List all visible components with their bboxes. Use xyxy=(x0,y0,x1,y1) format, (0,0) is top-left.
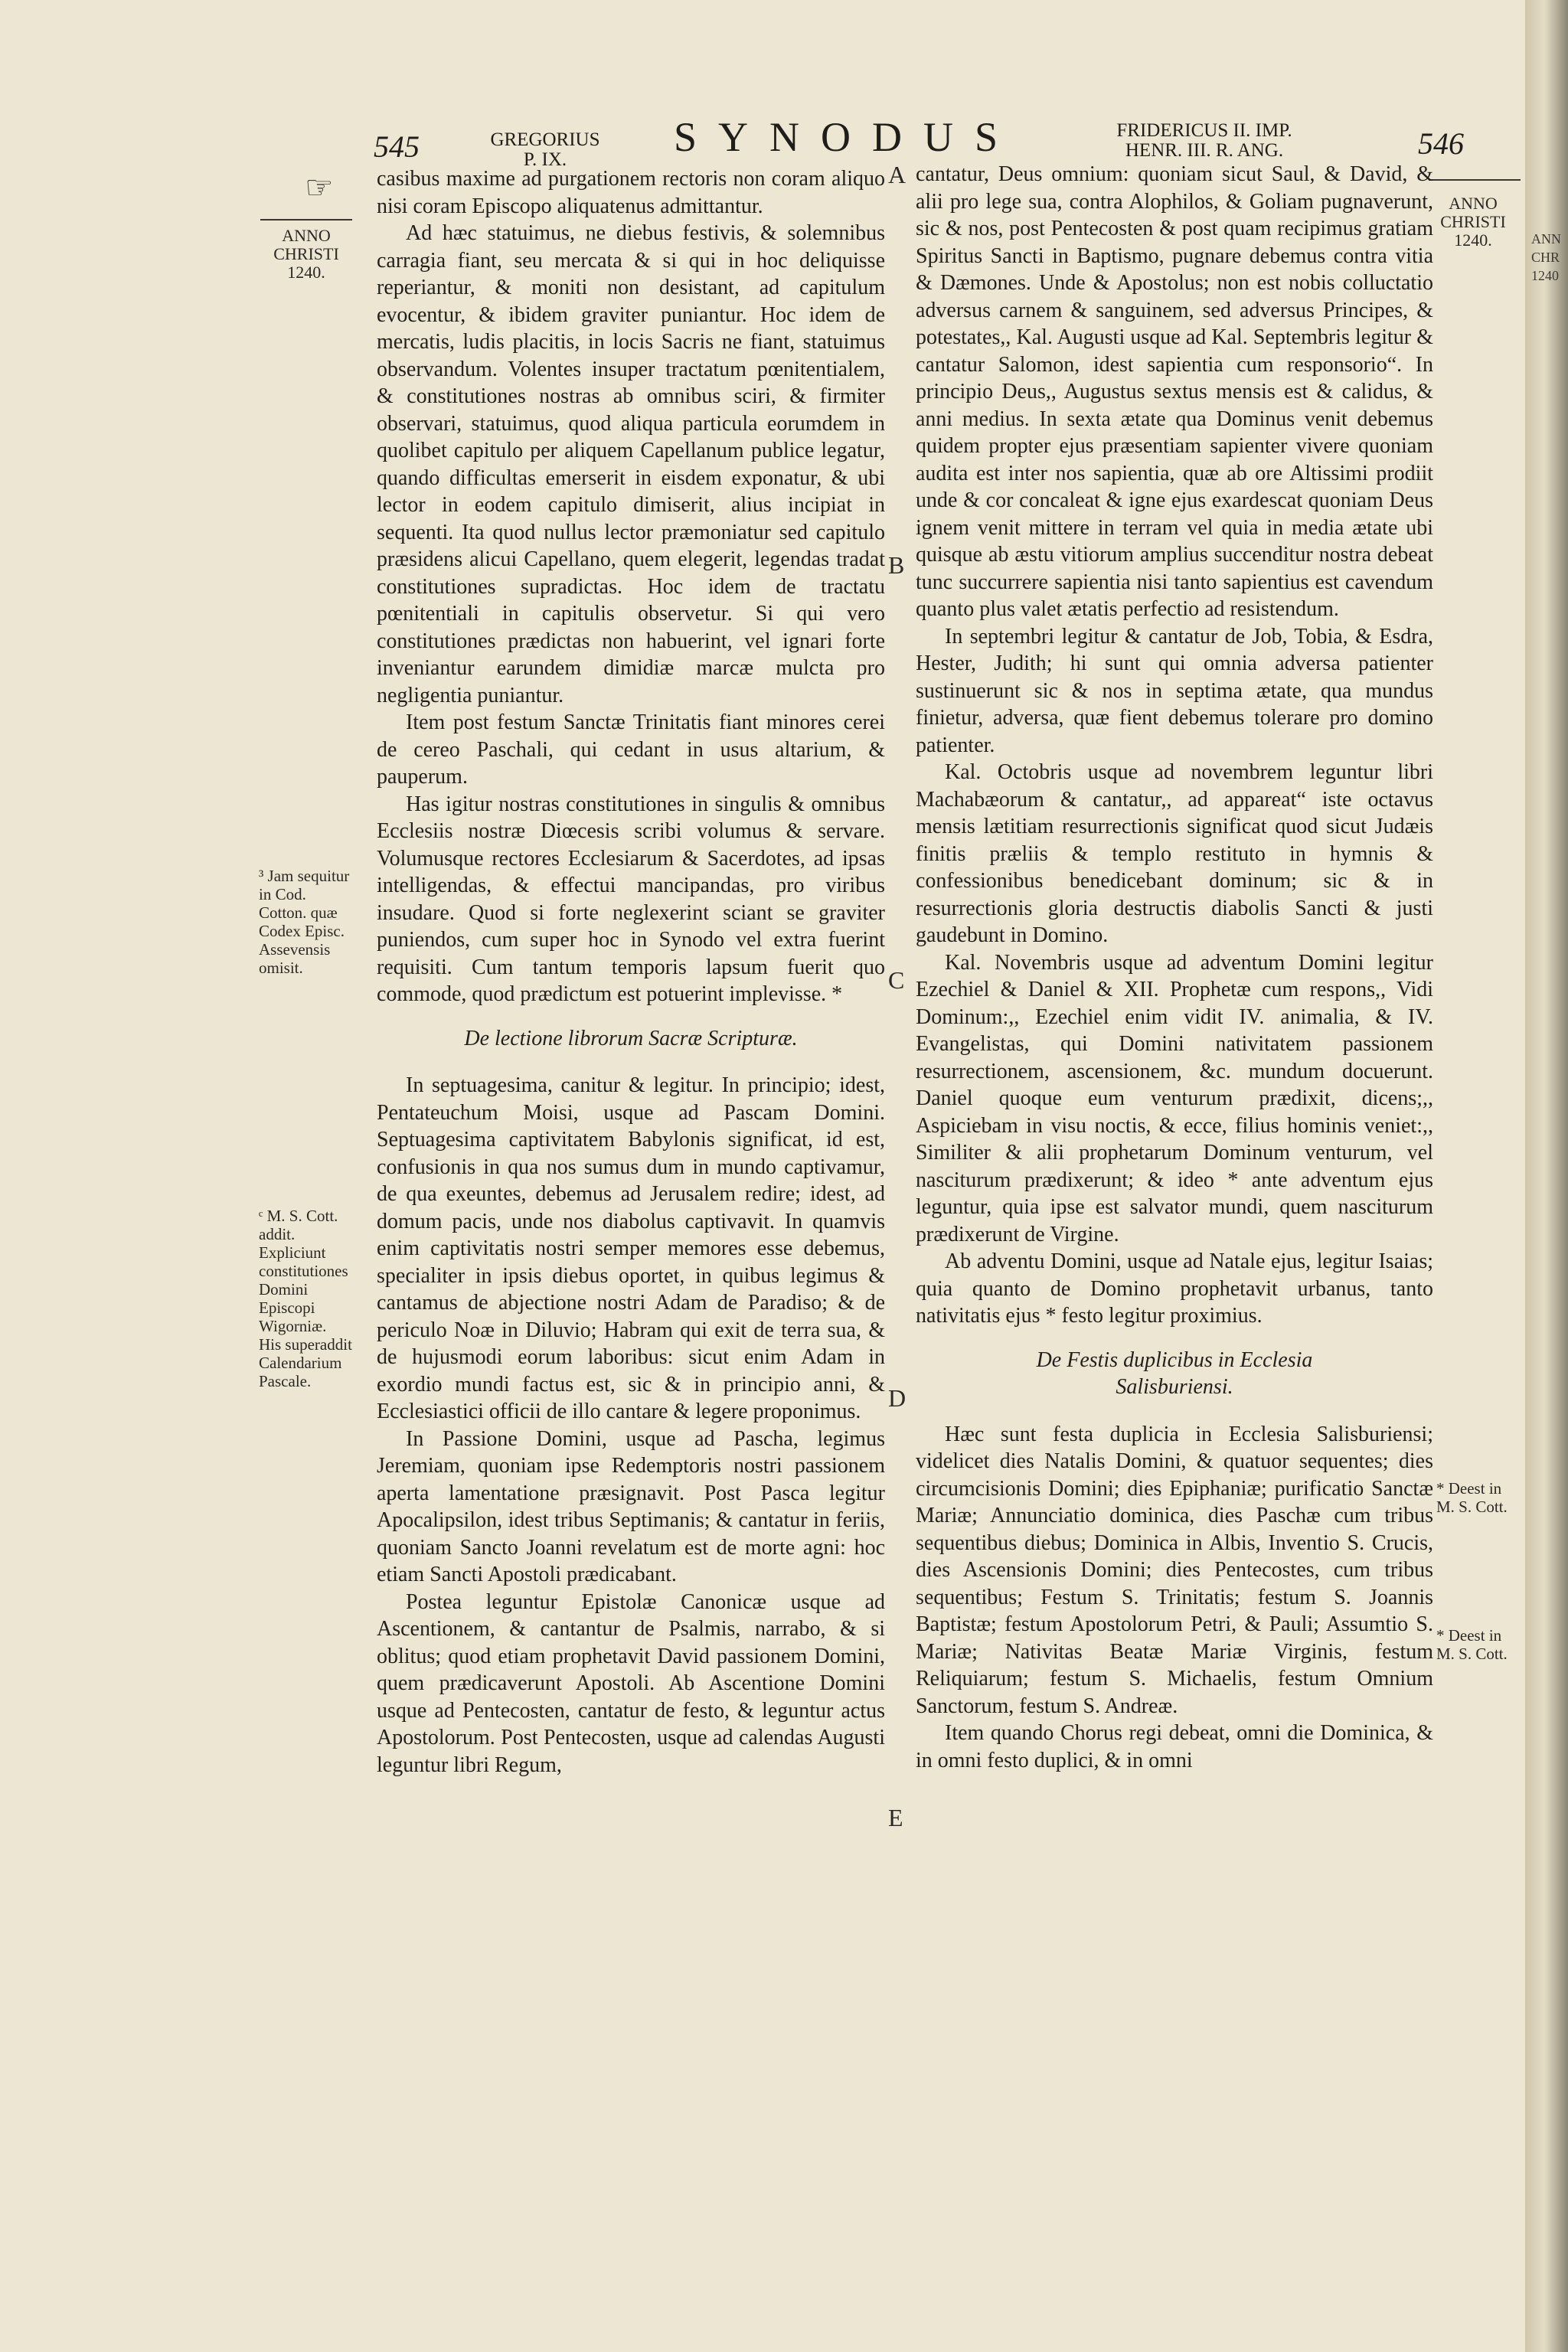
section-letter-e: E xyxy=(888,1804,903,1831)
right-running-head-sub: HENR. III. R. ANG. xyxy=(1125,140,1284,161)
right-page-number: 546 xyxy=(1418,126,1464,161)
right-running-head-title: FRIDERICUS II. IMP. xyxy=(1116,120,1292,141)
left-column xyxy=(377,165,885,1779)
right-paragraph-3: Kal. Octobris usque ad novembrem leguntur libri Machabæorum & cantatur,, ad appareat“ iste octavus mensis lætitiam resurrectionis significat quod sicut Judæis finitis præliis & templo restituto in hymnis & confessionibus benedicebant dominum; sic & in resurrectionis gloria destructis diabolis Sancti & justi gaudebunt in Domino. xyxy=(916,760,1433,947)
left-paragraph-6: In Passione Domini, usque ad Pascha, legimus Jeremiam, quoniam ipse Redemptoris nostri passionem aperta lamentatione præsignavit. Post Pasca legitur Apocalipsilon, idest tribus Septimanis; & cantatur in feriis, quoniam Sancto Joanni revelatum est de morte agni: hoc etiam Sancti Apostoli prædicabant. xyxy=(377,1426,885,1586)
facing-page-edge xyxy=(1525,0,1568,2352)
pointing-hand-icon: ☞ xyxy=(305,168,334,206)
margin-rule-right xyxy=(1429,179,1521,181)
right-paragraph-1: cantatur, Deus omnium: quoniam sicut Saul, & David, & alii pro lege sua, contra Alophilos, & Goliam pugnaverunt, sic & nos, post Pentecosten & post quam recipimus gratiam Spiritus Sancti in Baptismo, pugnare debemus contra vitia & Dæmones. Unde & Apostolus; non est nobis colluctatio adversus carnem & sanguinem, sed adversus Principes, & potestates,, Kal. Augusti usque ad Kal. Septembris legitur & cantatur Salomon, idest sapientia cum responsorio“. In principio Deus,, Augustus sextus mensis est & calidus, & anni medius. In sexta ætate qua Dominus venit debemus quidem propter ejus præsentiam sapienter vivere quoniam audita est inter nos sapientia, quæ ab ore Altissimi prodiit unde & cor concaleat & igne ejus exardescat quoniam Deus ignem venit mittere in terram vel quia in media ætate ubi quisque ab æstu vitiorum amplius succenditur nostra debeat tunc succurrere sapientia nisi tanto sapientius est cavendum quanto plus valet ætatis perfectio ad resistendum. xyxy=(916,162,1433,621)
margin-note-right-2: * Deest in M. S. Cott. xyxy=(1436,1626,1508,1663)
margin-rule-left xyxy=(260,219,352,220)
section-heading-scripture: De lectione librorum Sacræ Scripturæ. xyxy=(464,1026,798,1050)
right-column xyxy=(916,161,1433,1774)
left-paragraph-3: Item post festum Sanctæ Trinitatis fiant minores cerei de cereo Paschali, qui cedant in usus altarium, & pauperum. xyxy=(377,710,885,789)
right-paragraph-2: In septembri legitur & cantatur de Job, Tobia, & Esdra, Hester, Judith; hi sunt qui omnia adversa patienter sustinuerunt sic & nos in septima ætate, qua mundus finietur, adversa, quæ fient debemus tolerare pro domino patienter. xyxy=(916,624,1433,757)
left-page-number: 545 xyxy=(374,129,420,164)
section-letter-a: A xyxy=(888,161,906,188)
left-paragraph-4: Has igitur nostras constitutiones in singulis & omnibus Ecclesiis nostræ Diœcesis scribi volumus & servare. Volumusque rectores Ecclesiarum & Sacerdotes, ad ipsas intelligendas, & effectui mancipandas, pro viribus insudare. Quod si forte neglexerint sciant se graviter puniendos, cum super hoc in Synodo vel extra fuerint requisiti. Cum tantum temporis lapsum fuerit quo commode, quod prædictum est potuerint implevisse. * xyxy=(377,792,885,1006)
section-letter-c: C xyxy=(888,966,905,994)
anno-christi-right: ANNO CHRISTI 1240. xyxy=(1440,194,1506,250)
margin-note-left-1: ³ Jam sequitur in Cod. Cotton. quæ Codex Episc. Assevensis omisit. xyxy=(259,867,350,977)
section-heading-festa-line-1: De Festis duplicibus in Ecclesia xyxy=(1036,1348,1313,1372)
section-letter-d: D xyxy=(888,1384,906,1412)
right-paragraph-7: Item quando Chorus regi debeat, omni die Dominica, & in omni festo duplici, & in omni xyxy=(916,1721,1433,1772)
section-heading-festa-line-2: Salisburiensi. xyxy=(1116,1375,1233,1399)
margin-note-right-1: * Deest in M. S. Cott. xyxy=(1436,1479,1508,1516)
left-paragraph-1: casibus maxime ad purgationem rectoris non coram aliquo nisi coram Episcopo aliquatenus admittantur. xyxy=(377,167,885,218)
right-paragraph-4: Kal. Novembris usque ad adventum Domini legitur Ezechiel & Daniel & XII. Prophetæ cum respons,, Vidi Dominum:,, Ezechiel enim vidit IV. animalia, & IV. Evangelistas, qui Domini nativitatem passionem resurrectionem, ascensionem, &c. mundum docuerunt. Daniel quoque eum venturum prædixit, dicens;,, Aspiciebam in visu noctis, & ecce, filius hominis veniet:,, Similiter & alii prophetarum Dominum venturum, vel nasciturum prædixerunt; & ideo * ante adventum ejus leguntur, quia ipse est salvator mundi, quem nasciturum prædixerunt de Virgine. xyxy=(916,950,1433,1246)
facing-page-edge-text: ANN CHR 1240 xyxy=(1531,231,1561,283)
right-running-head xyxy=(1086,121,1323,161)
left-paragraph-5: In septuagesima, canitur & legitur. In principio; idest, Pentateuchum Moisi, usque ad Pascam Domini. Septuagesima captivitatem Babylonis significat, id est, confusionis in qua nos sumus dum in mundo captivamur, de qua exeuntes, debemus ad Jerusalem redire; idest, ad domum pacis, unde nos diabolus captivavit. In quamvis enim captivitatis nostri semper memores esse debemus, specialiter in ipsis diebus oportet, in quibus legimus & cantamus de abjectione nostri Adam de Paradiso; & de periculo Noæ in Diluvio; Habram qui exit de terra sua, & de hujusmodi eorum laboribus: sicut enim Adam in exordio mundi factus est, sic & in principio anni, & Ecclesiastici officii de illo cantare & legere proponimus. xyxy=(377,1073,885,1423)
page-title: SYNODUS xyxy=(674,114,1020,160)
left-paragraph-2: Ad hæc statuimus, ne diebus festivis, & solemnibus carragia fiant, seu mercata & si qui in hoc deliquisse reperiantur, & moniti non desistant, ad capitulum evocentur, & ibidem graviter puniantur. Hoc idem de mercatis, ludis placitis, in locis Sacris ne fiant, statuimus observandum. Volentes insuper tractatum pœnitentialem, & constitutiones nostras ab omnibus sciri, & firmiter observari, statuimus, quod aliqua particula eorumdem in quolibet capitulo per aliquem Capellanum publice legatur, quando difficultas emerserit in eisdem exponatur, & ubi lector in eodem capitulo dimiserit, alius incipiat in sequenti. Ita quod nullus lector præmoniatur sed capitulo præsidens alicui Capellano, quem elegerit, legendas tradat constitutiones supradictas. Hoc idem de tractatu pœnitentiali in capitulis observetur. Si qui vero constitutiones prædictas non habuerint, vel ignari forte inveniantur earundem dimidiæ marcæ mulcta pro negligentia puniantur. xyxy=(377,221,885,707)
anno-christi-left: ANNO CHRISTI 1240. xyxy=(273,226,339,282)
margin-note-left-2: ᶜ M. S. Cott. addit. Expliciunt constitutiones Domini Episcopi Wigorniæ. His superaddit Calendarium Pascale. xyxy=(259,1207,352,1390)
left-running-head-title: GREGORIUS xyxy=(490,129,600,150)
left-paragraph-7: Postea leguntur Epistolæ Canonicæ usque ad Ascentionem, & cantantur de Psalmis, narrabo, & si oblitus; quod etiam prophetavit David passionem Domini, quem prædicaverunt Apostoli. Ab Ascentione Domini usque ad Pentecosten, cantatur de festo, & leguntur actus Apostolorum. Post Pentecosten, usque ad calendas Augusti leguntur libri Regum, xyxy=(377,1589,885,1777)
right-paragraph-5: Ab adventu Domini, usque ad Natale ejus, legitur Isaias; quia quanto de Domino prophetavit urbanus, tanto nativitatis ejus * festo legitur proximius. xyxy=(916,1250,1433,1328)
right-paragraph-6: Hæc sunt festa duplicia in Ecclesia Salisburiensi; videlicet dies Natalis Domini, & quatuor sequentes; dies circumcisionis Domini; dies Epiphaniæ; purificatio Sanctæ Mariæ; Annunciatio dominica, dies Paschæ cum tribus sequentibus diebus; Dominica in Albis, Inventio S. Crucis, dies Ascensionis Domini; dies Pentecostes, cum tribus sequentibus; Festum S. Trinitatis; festum S. Joannis Baptistæ; festum Apostolorum Petri, & Pauli; Assumtio S. Mariæ; Nativitas Beatæ Mariæ Virginis, festum Reliquiarum; festum S. Michaelis, festum Omnium Sanctorum, festum S. Andreæ. xyxy=(916,1422,1433,1718)
section-letter-b: B xyxy=(888,551,905,579)
section-heading-festa xyxy=(916,1347,1433,1401)
left-running-head xyxy=(476,130,614,170)
left-running-head-sub: P. IX. xyxy=(523,149,567,170)
